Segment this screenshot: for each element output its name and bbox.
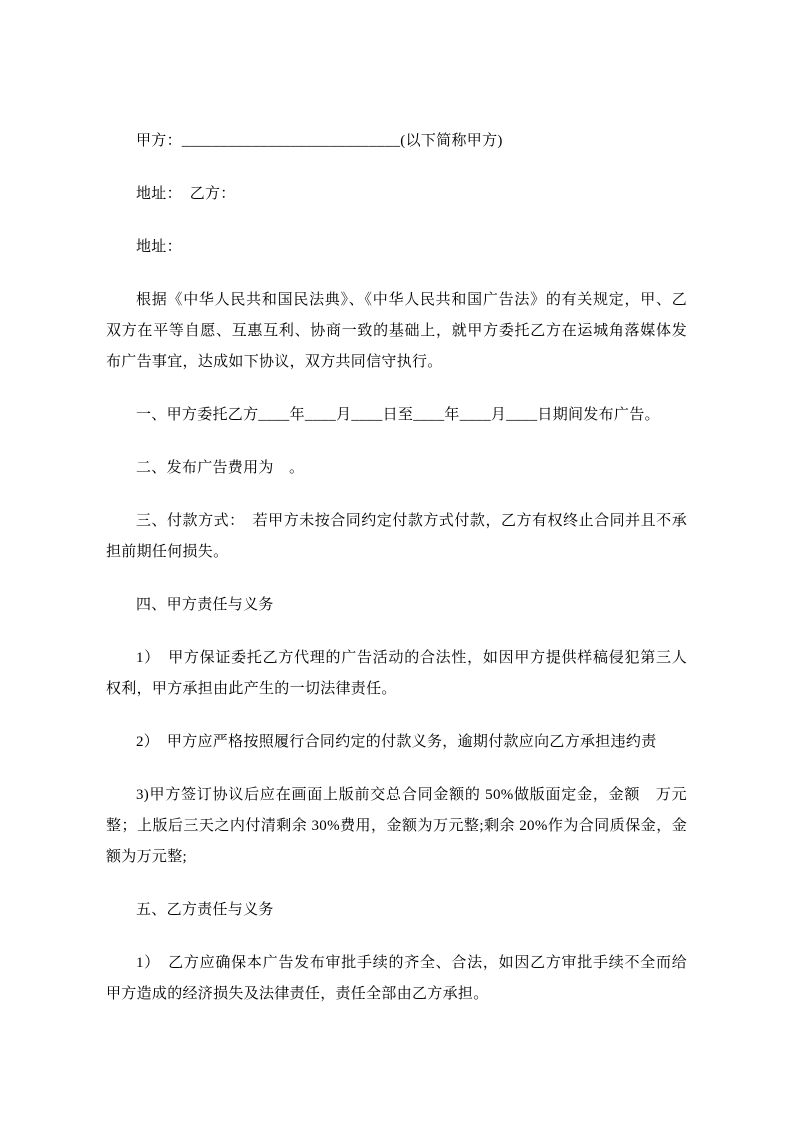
para-clause-4-item-1: 1） 甲方保证委托乙方代理的广告活动的合法性，如因甲方提供样稿侵犯第三人权利，甲方承担由此产生的一切法律责任。: [106, 650, 687, 697]
para-preamble: 根据《中华人民共和国民法典》、《中华人民共和国广告法》的有关规定，甲、乙双方在平等自愿、互惠互利、协商一致的基础上，就甲方委托乙方在运城角落媒体发布广告事宜，达成如下协议，双方共同信守执行。: [106, 292, 687, 370]
para-clause-4-heading: 四、甲方责任与义务: [136, 597, 274, 613]
para-address: 地址：: [136, 239, 182, 255]
para-clause-2-fee: 二、发布广告费用为 。: [136, 460, 305, 476]
para-clause-5-item-1: 1） 乙方应确保本广告发布审批手续的齐全、合法，如因乙方审批手续不全而给甲方造成的经济损失及法律责任，责任全部由乙方承担。: [106, 955, 687, 1002]
para-clause-1-period: 一、甲方委托乙方____年____月____日至____年____月____日期间发布广告。: [136, 407, 660, 423]
para-clause-5-heading: 五、乙方责任与义务: [136, 902, 274, 918]
para-clause-4-item-3: 3)甲方签订协议后应在画面上版前交总合同金额的 50%做版面定金，金额 万元整；上版后三天之内付清剩余 30%费用，金额为万元整;剩余 20%作为合同质保金，金额为万元整;: [106, 787, 687, 865]
para-clause-4-item-2: 2） 甲方应严格按照履行合同约定的付款义务，逾期付款应向乙方承担违约责: [136, 734, 657, 750]
para-clause-3-payment: 三、付款方式： 若甲方未按合同约定付款方式付款，乙方有权终止合同并且不承担前期任何损失。: [106, 513, 687, 560]
para-party-a-line: 甲方：____________________________(以下简称甲方): [136, 133, 503, 149]
para-address-party-b: 地址： 乙方：: [136, 186, 236, 202]
